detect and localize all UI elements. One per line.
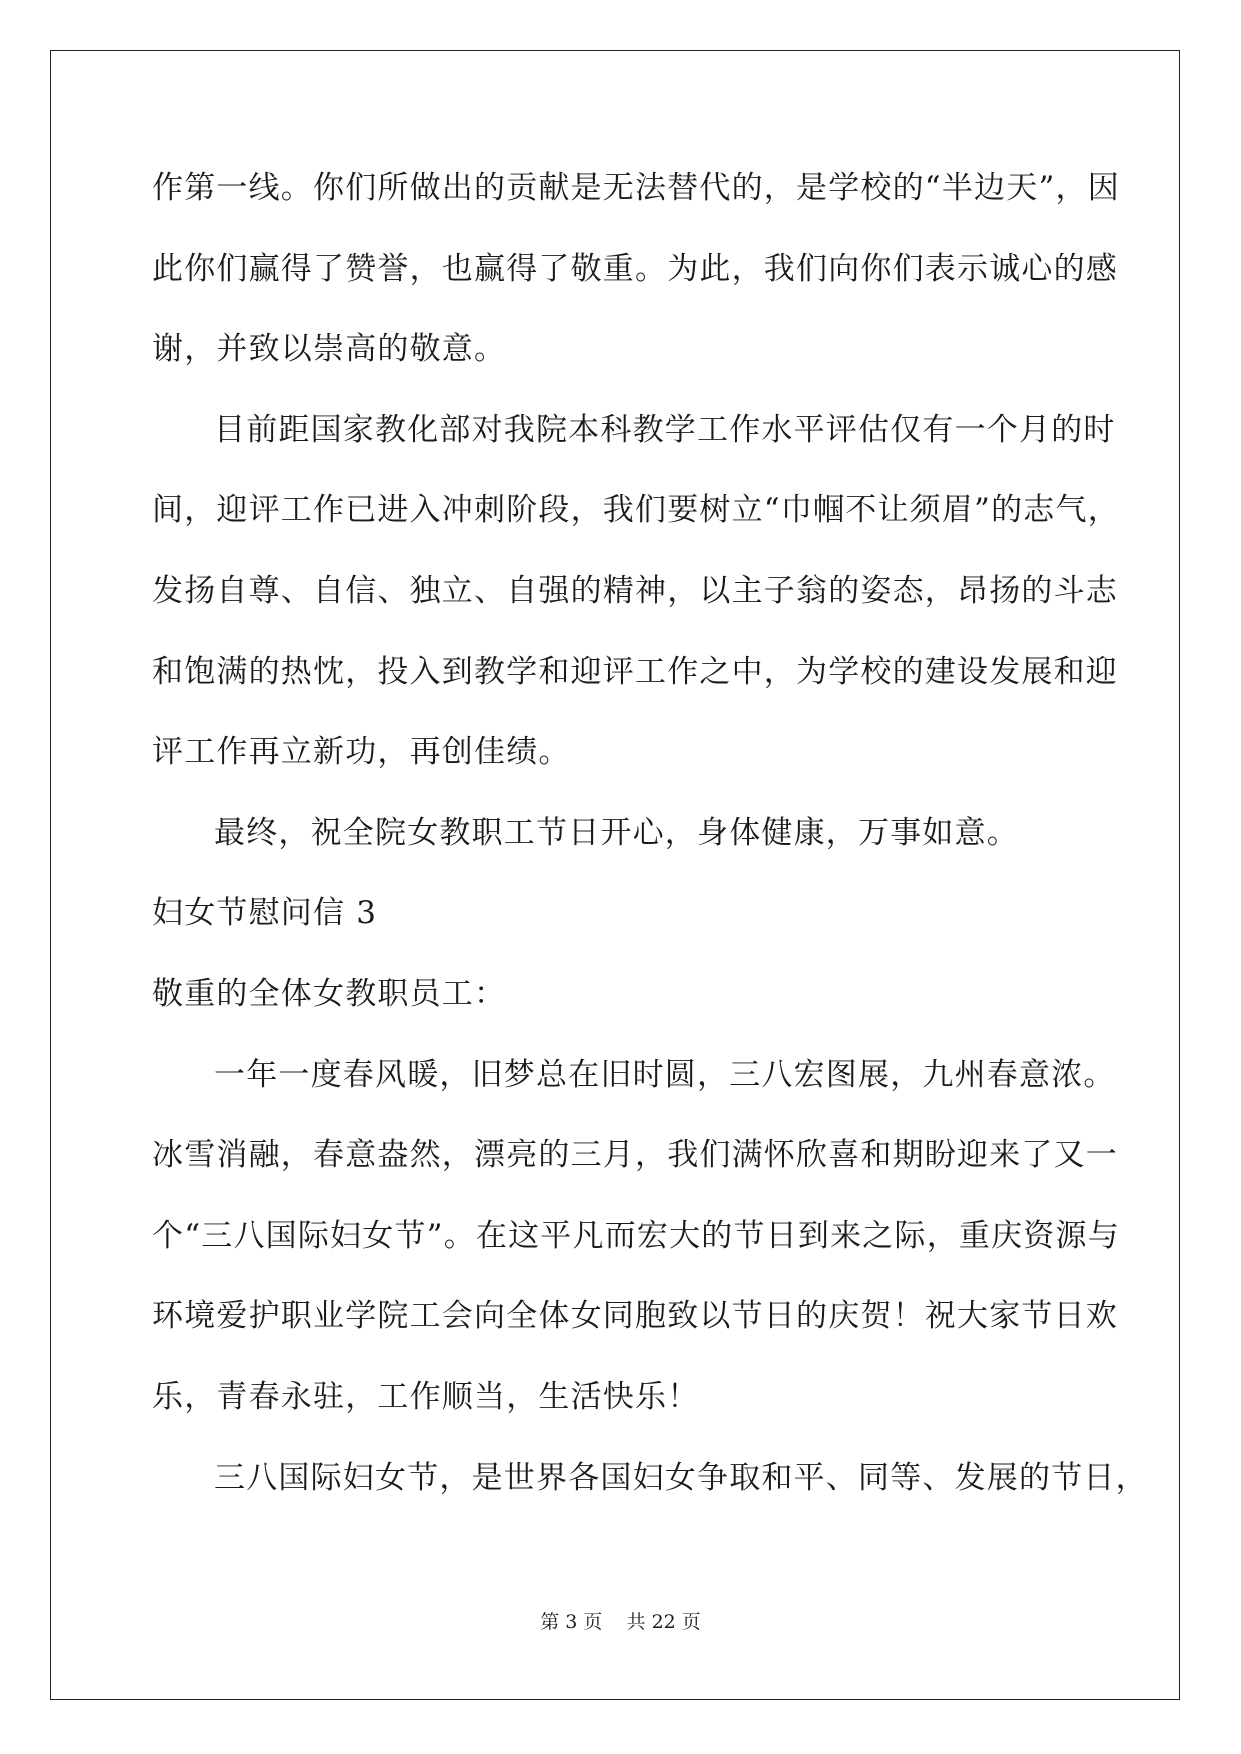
paragraph-start-line: 目前距国家教化部对我院本科教学工作水平评估仅有一个月的时 [214, 411, 1116, 448]
paragraph-start-line: 三八国际妇女节，是世界各国妇女争取和平、同等、发展的节日， [214, 1459, 1148, 1496]
document-body [152, 168, 1148, 1538]
text-line: 作第一线。你们所做出的贡献是无法替代的，是学校的“半边天”，因 [152, 170, 1120, 206]
text-line: 和饱满的热忱，投入到教学和迎评工作之中，为学校的建设发展和迎 [152, 653, 1118, 690]
salutation: 敬重的全体女教职员工： [152, 975, 507, 1012]
paragraph-start-line: 一年一度春风暖，旧梦总在旧时圆，三八宏图展，九州春意浓。 [214, 1056, 1116, 1093]
text-line: 冰雪消融，春意盎然，漂亮的三月，我们满怀欣喜和期盼迎来了又一 [152, 1137, 1118, 1174]
text-line: 环境爱护职业学院工会向全体女同胞致以节日的庆贺！祝大家节日欢 [152, 1298, 1118, 1335]
text-line: 乐，青春永驻，工作顺当，生活快乐！ [152, 1378, 700, 1415]
text-line: 谢，并致以崇高的敬意。 [152, 331, 507, 368]
page-number-footer: 第 3 页 共 22 页 [540, 1611, 701, 1633]
text-line: 发扬自尊、自信、独立、自强的精神，以主子翁的姿态，昂扬的斗志 [152, 572, 1118, 609]
section-heading: 妇女节慰问信 3 [152, 895, 378, 932]
text-line: 个“三八国际妇女节”。在这平凡而宏大的节日到来之际，重庆资源与 [152, 1217, 1120, 1254]
paragraph-start-line: 最终，祝全院女教职工节日开心，身体健康，万事如意。 [214, 814, 1019, 851]
text-line: 评工作再立新功，再创佳绩。 [152, 734, 571, 771]
text-line: 此你们赢得了赞誉，也赢得了敬重。为此，我们向你们表示诚心的感 [152, 250, 1118, 287]
text-line: 间，迎评工作已进入冲刺阶段，我们要树立“巾帼不让须眉”的志气， [152, 492, 1120, 529]
